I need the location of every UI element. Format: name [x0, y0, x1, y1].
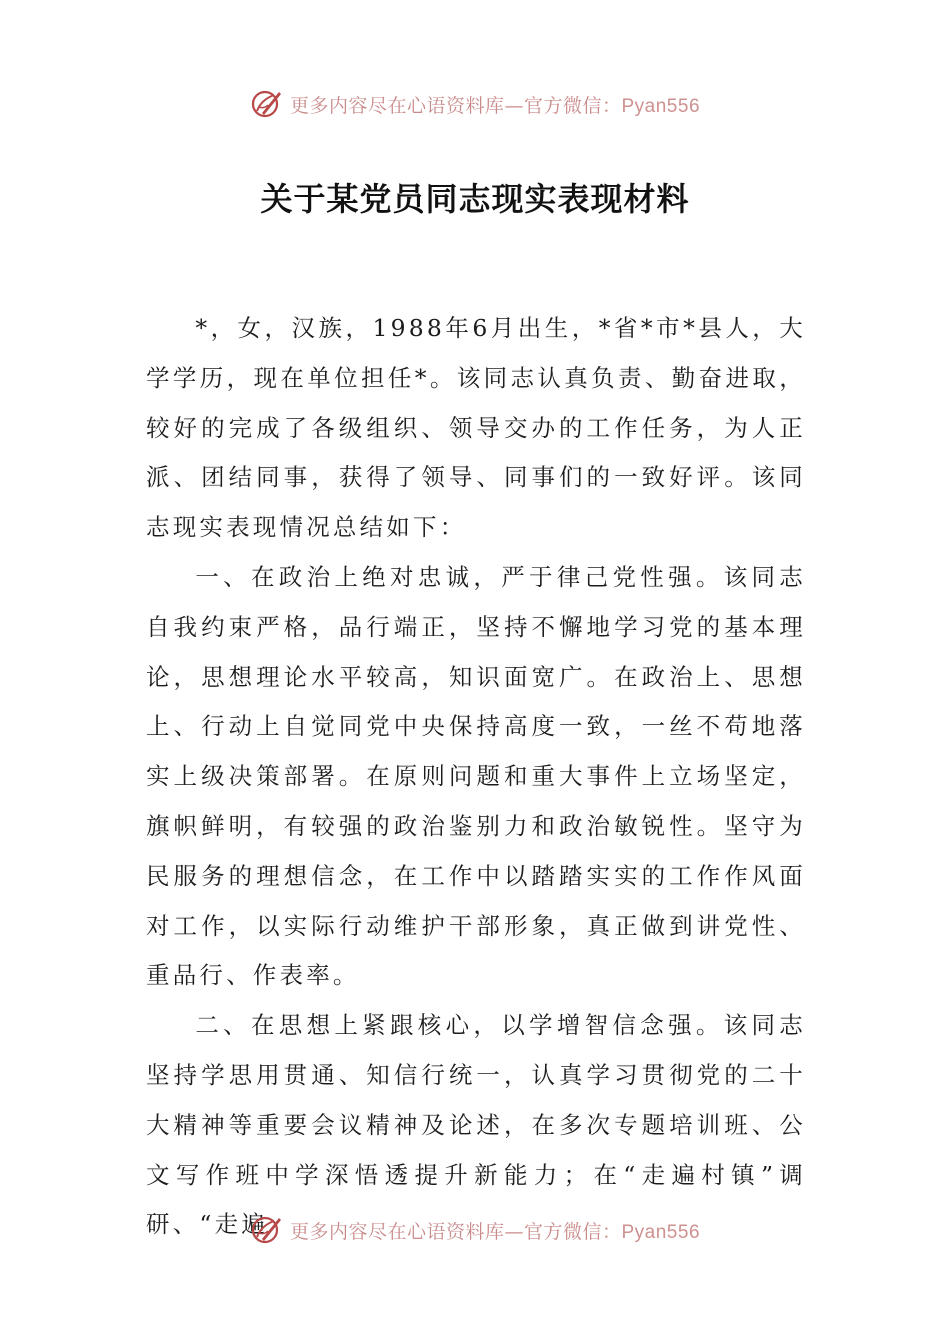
- footer-watermark: [0, 1210, 950, 1250]
- pen-logo-icon: [250, 1213, 284, 1247]
- header-watermark: [0, 84, 950, 124]
- paragraph-ideology: 二、在思想上紧跟核心，以学增智信念强。该同志坚持学思用贯通、知信行统一，认真学习贯彻党的二十大精神等重要会议精神及论述，在多次专题培训班、公文写作班中学深悟透提升新能力；在“走遍村镇”调研、“走遍: [146, 1011, 806, 1239]
- paragraph-political-loyalty: 一、在政治上绝对忠诚，严于律己党性强。该同志自我约束严格，品行端正，坚持不懈地学习党的基本理论，思想理论水平较高，知识面宽广。在政治上、思想上、行动上自觉同党中央保持高度一致，一丝不苟地落实上级决策部署。在原则问题和重大事件上立场坚定，旗帜鲜明，有较强的政治鉴别力和政治敏锐性。坚守为民服务的理想信念，在工作中以踏踏实实的工作作风面对工作，以实际行动维护干部形象，真正做到讲党性、重品行、作表率。: [146, 562, 806, 990]
- pen-logo-icon: [250, 87, 284, 121]
- watermark-wechat-id: Pyan556: [621, 95, 701, 117]
- paragraph-intro: *，女，汉族，1988年6月出生，*省*市*县人，大学学历，现在单位担任*。该同志认真负责、勤奋进取，较好的完成了各级组织、领导交办的工作任务，为人正派、团结同事，获得了领导、同事们的一致好评。该同志现实表现情况总结如下：: [146, 314, 806, 542]
- watermark-wechat-id: Pyan556: [621, 1221, 701, 1243]
- watermark-text: 更多内容尽在心语资料库—官方微信：Pyan556: [289, 94, 701, 117]
- document-body: [146, 304, 806, 1250]
- watermark-text: 更多内容尽在心语资料库—官方微信：Pyan556: [289, 1220, 701, 1243]
- document-title: 关于某党员同志现实表现材料: [260, 180, 690, 218]
